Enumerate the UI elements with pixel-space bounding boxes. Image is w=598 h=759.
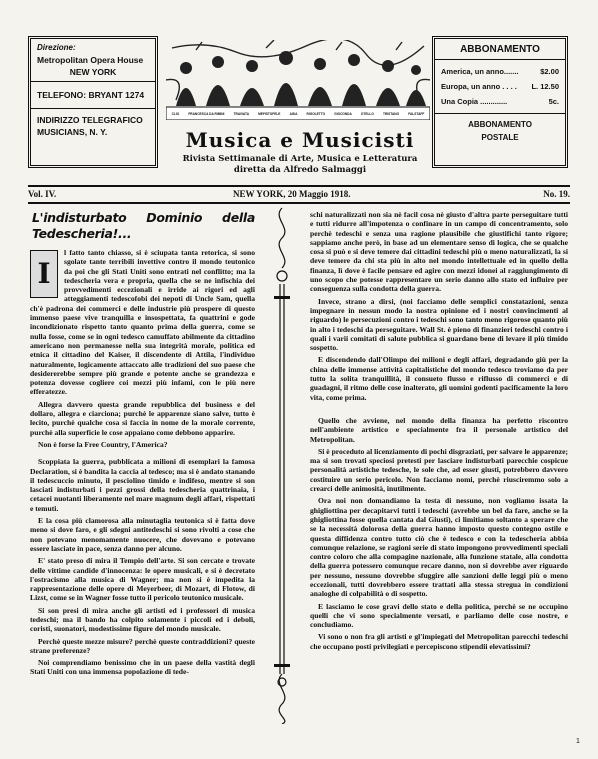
article-paragraph: Si è proceduto al licenziamento di pochi disgraziati, per salvare le apparenze; ma si son trovati speciosi pretesti per lasciare indisturbati parecchie cospicue personalità artistiche tedesche, le sole che, ad esser giusti, potrebbero davvero costituire un serio pericolo. Non facciamo nomi, perchè riusciremmo solo a crearci delle animosità, inutilmente.: [310, 446, 568, 494]
article-paragraph: Ora noi non domandiamo la testa di nessuno, non vogliamo issata la ghigliottina per decapitarvi tutti i tedeschi (avrebbe un bel da fare, anche se la ghigliottina fosse quella cantata dal Giusti), ci limitiamo soltanto a sperare che se la necessità dolorosa della guerra hanno imposto questo contegno ostile e questa diffidenza contro tutto ciò che è tedesco e con la tedescheria abbia comunque relazione, se ragioni serie di stato impongono provvedimenti speciali contro coloro che alla compagine nazionale, alla funzione statale, alla condotta della guerra potessero comunque recare danno, non si dovrebbe aver riguardo per nessuno, nessuno dovrebbe sfuggire alle sanzioni delle leggi più o meno eccezionali, tutti dovrebbero essere trattati alla stessa stregua in condizioni analoghe di colpabilità o di sospetto.: [310, 496, 568, 599]
masthead-subtitle: [150, 154, 450, 176]
postal-line1: ABBONAMENTO: [468, 120, 532, 129]
banner-word: RIGOLETTO: [306, 112, 326, 116]
subscription-box: [432, 36, 568, 168]
masthead-illustration: [166, 40, 430, 120]
article-paragraph: Allegra davvero questa grande repubblica del business e del dollaro, allegra e ciarciona; purchè le apparenze siano salve, tutto è lecito, purchè qualche cosa si faccia in nome de la morale corrente, purchè alla superficie le cose appaiano come debbono apparire.: [30, 399, 255, 437]
article-paragraph: E la cosa più clamorosa alla minutaglia teutonica si è fatta dove meno si dove faro, e gli sdegni antitedeschi si sono rivolti a cose che non potevano menomamente nuocere, che dovevano e potevano essere lasciate in pace, senza danno per alcuno.: [30, 516, 255, 553]
price-list: [435, 60, 565, 114]
right-column: [310, 210, 568, 654]
subtitle-line2: diretta da Alfredo Salmaggi: [233, 165, 367, 175]
price-label: Europa, un anno . . . .: [441, 82, 517, 91]
left-column: [30, 210, 255, 680]
dateline: [28, 187, 570, 203]
article-paragraph: l fatto tanto chiasso, si è sciupata tanta retorica, si sono sgolate tante terribili invettive contro il mondo teutonico da poi che gli Stati Uniti sono entrati nel conflitto; ma la tedescheria vera e propria, quella che se ne infischia dei provvedimenti eccezionali e irride ai rigori ed agli atteggiamenti tedescofobi dei nepoti di Uncle Sam, quella ch'è padrona dei commerci e delle industrie più prospere di questo immenso paese vive tranquilla e insospettata, fa quattrini e gode incondizionato rispetto tanto quanto prima della guerra, come se nulla fosse, come se in ogni tedesco camuffato abilmente da cittadino americano non permanesse nella sua integrità morale, politica ed etnica il cittadino del Kaiser, il discendente di Attila, l'individuo naturalmente, logicamente attaccato alle tradizioni del suo paese che desidererebbe sempre più grande e potente anche se grandezza e potenza dovesse cogliere coi mezzi più infami, con le più nere efferatezze.: [30, 248, 255, 397]
banner-word: TRAVIATA: [233, 112, 249, 116]
banner-words: [167, 109, 429, 119]
banner-word: CLIO: [171, 112, 180, 116]
article-paragraph: Si son presi di mira anche gli artisti ed i professori di musica tedeschi; ma il bando ha colpito solamente i piccoli ed i deboli, coristi, suonatori, modestissime figure del mondo musicale.: [30, 605, 255, 634]
banner-word: TRISTANO: [383, 112, 400, 116]
banner-word: AIDA: [289, 112, 298, 116]
price-value: $2.00: [540, 67, 559, 76]
place-date: NEW YORK, 20 Maggio 1918.: [233, 189, 351, 199]
subscription-heading: ABBONAMENTO: [435, 39, 565, 60]
direction-cell: [31, 39, 155, 82]
telephone-text: TELEFONO: BRYANT 1274: [37, 90, 145, 100]
masthead-title: Musica e Musicisti: [185, 128, 415, 152]
article-paragraph: Invece, strano a dirsi, (noi facciamo delle semplici constatazioni, senza impegnare in nessun modo la nostra opinione ed i nostri convincimenti al riguardo) le persecuzioni contro i tedeschi sono tanto meno rigorose quanto più in alto i tedeschi da perseguitare. Wall St. è pieno di finanzieri tedeschi contro i quali i varii comitati di salute pubblica si guardano bene di levare il più timido sospetto.: [310, 296, 568, 353]
article-paragraph: E lasciamo le cose gravi dello stato e della politica, perchè se ne occupino quelli che vi sono specialmente versati, e parliamo delle cose nostre, e concludiamo.: [310, 601, 568, 630]
article-paragraph: Vi sono o non fra gli artisti e gl'impiegati del Metropolitan parecchi tedeschi che occupano posti privilegiati e percepiscono stipendii elevatissimi?: [310, 632, 568, 651]
postal-line2: POSTALE: [481, 133, 519, 142]
direction-line2: NEW YORK: [69, 67, 117, 77]
price-value: 5c.: [548, 97, 559, 106]
article-title: L'indisturbato Dominio della Tedescheria!...: [32, 210, 255, 241]
article-paragraph: Noi comprendiamo benissimo che in un paese della vastità degli Stati Uniti con una immensa popolazione di tede-: [30, 658, 255, 677]
article-paragraph: Quello che avviene, nel mondo della finanza ha perfetto riscontro nell'ambiente artistico e specialmente fra il personale artistico del Metropolitan.: [310, 415, 568, 444]
banner-word: FALSTAFF: [408, 112, 425, 116]
price-label: America, un anno.......: [441, 67, 519, 76]
article-paragraph: schi naturalizzati non sia nè facil cosa nè giusto d'altra parte perseguitare tutti e tutti ridurre all'impotenza o confinare in un campo di concentramento, solo perchè tedeschi e senza una ragione plausibile che giustifichi tanto rigore; sappiamo anche però, in base ad un elementare senso di logica, che se qualche cosa si può e si deve temere dai cittadini tedeschi più o meno naturalizzati, la si deve temere da chi sta più in alto nel mondo intellettuale ed in quello della finanza, lì dove è facile pensare ed agire con mezzi idonei al raggiungimento di uno scopo che potesse rappresentare un serio danno allo stato ed influire per conseguenza sulla condotta della guerra.: [310, 210, 568, 294]
ornamental-divider: [262, 204, 302, 724]
postal-subscription: [435, 114, 565, 144]
price-row: [441, 94, 559, 109]
direction-box: [28, 36, 158, 168]
price-row: [441, 79, 559, 94]
article-paragraph: Non è forse la Free Country, l'America?: [38, 439, 168, 449]
article-paragraph: Perchè queste mezze misure? perchè queste contraddizioni? queste strane preferenze?: [30, 636, 255, 655]
banner-word: GIOCONDA: [334, 112, 352, 116]
article-paragraph: Scoppiata la guerra, pubblicata a milioni di esemplari la famosa Declaration, si è bandita la caccia al tedesco; ma si è andato stanando il tedescuccio minuto, il pesciolino timido e indifeso, mentre si son lasciati indisturbati i pezzi grossi della tedescheria quattrinaia, i cetacei nuotanti liberamente nel mare magnum degli affari, rispettati e temuti.: [30, 457, 255, 513]
banner-word: OTELLO: [360, 112, 374, 116]
page-number: 1: [576, 738, 580, 745]
direction-label: Direzione:: [37, 43, 76, 52]
telephone-cell: [31, 82, 155, 109]
direction-line1: Metropolitan Opera House: [37, 55, 144, 65]
price-row: [441, 64, 559, 79]
price-value: L. 12.50: [531, 82, 559, 91]
banner-word: MEFISTOFELE: [258, 112, 281, 116]
telegraph-cell: [31, 109, 155, 141]
telegraph-line1: INDIRIZZO TELEGRAFICO: [37, 115, 143, 125]
banner-word: FRANCESCA DA RIMINI: [188, 112, 225, 116]
volume-label: Vol. IV.: [28, 189, 57, 199]
article-paragraph: E' stato preso di mira il Tempio dell'arte. Si son cercate e trovate delle vittime candide d'innocenza: le opere musicali, e si è decretato l'ostracismo alla musica di Wagner; ma non si è impedita la rappresentazione delle opere di Meyerbeer, di Mozart, di Flotow, di Lizst, come se in Wagner fosse tutto il pericolo teutonico musicale.: [30, 556, 255, 603]
dropcap-ornament: I: [30, 250, 58, 298]
issue-number: No. 19.: [543, 189, 570, 199]
telegraph-line2: MUSICIANS, N. Y.: [37, 127, 108, 137]
price-label: Una Copia .............: [441, 97, 508, 106]
subtitle-line1: Rivista Settimanale di Arte, Musica e Letteratura: [182, 154, 418, 164]
article-paragraph: E discendendo dall'Olimpo dei milioni e degli affari, degradando giù per la china delle immense attività capitalistiche del mondo tedesco troviamo da per tutto la solita tranquillità, il consueto flusso e riflusso di commerci e di guadagni, il ritmo delle cose inalterato, gli uomini godenti pacificamente la loro vita, come prima.: [310, 355, 568, 402]
